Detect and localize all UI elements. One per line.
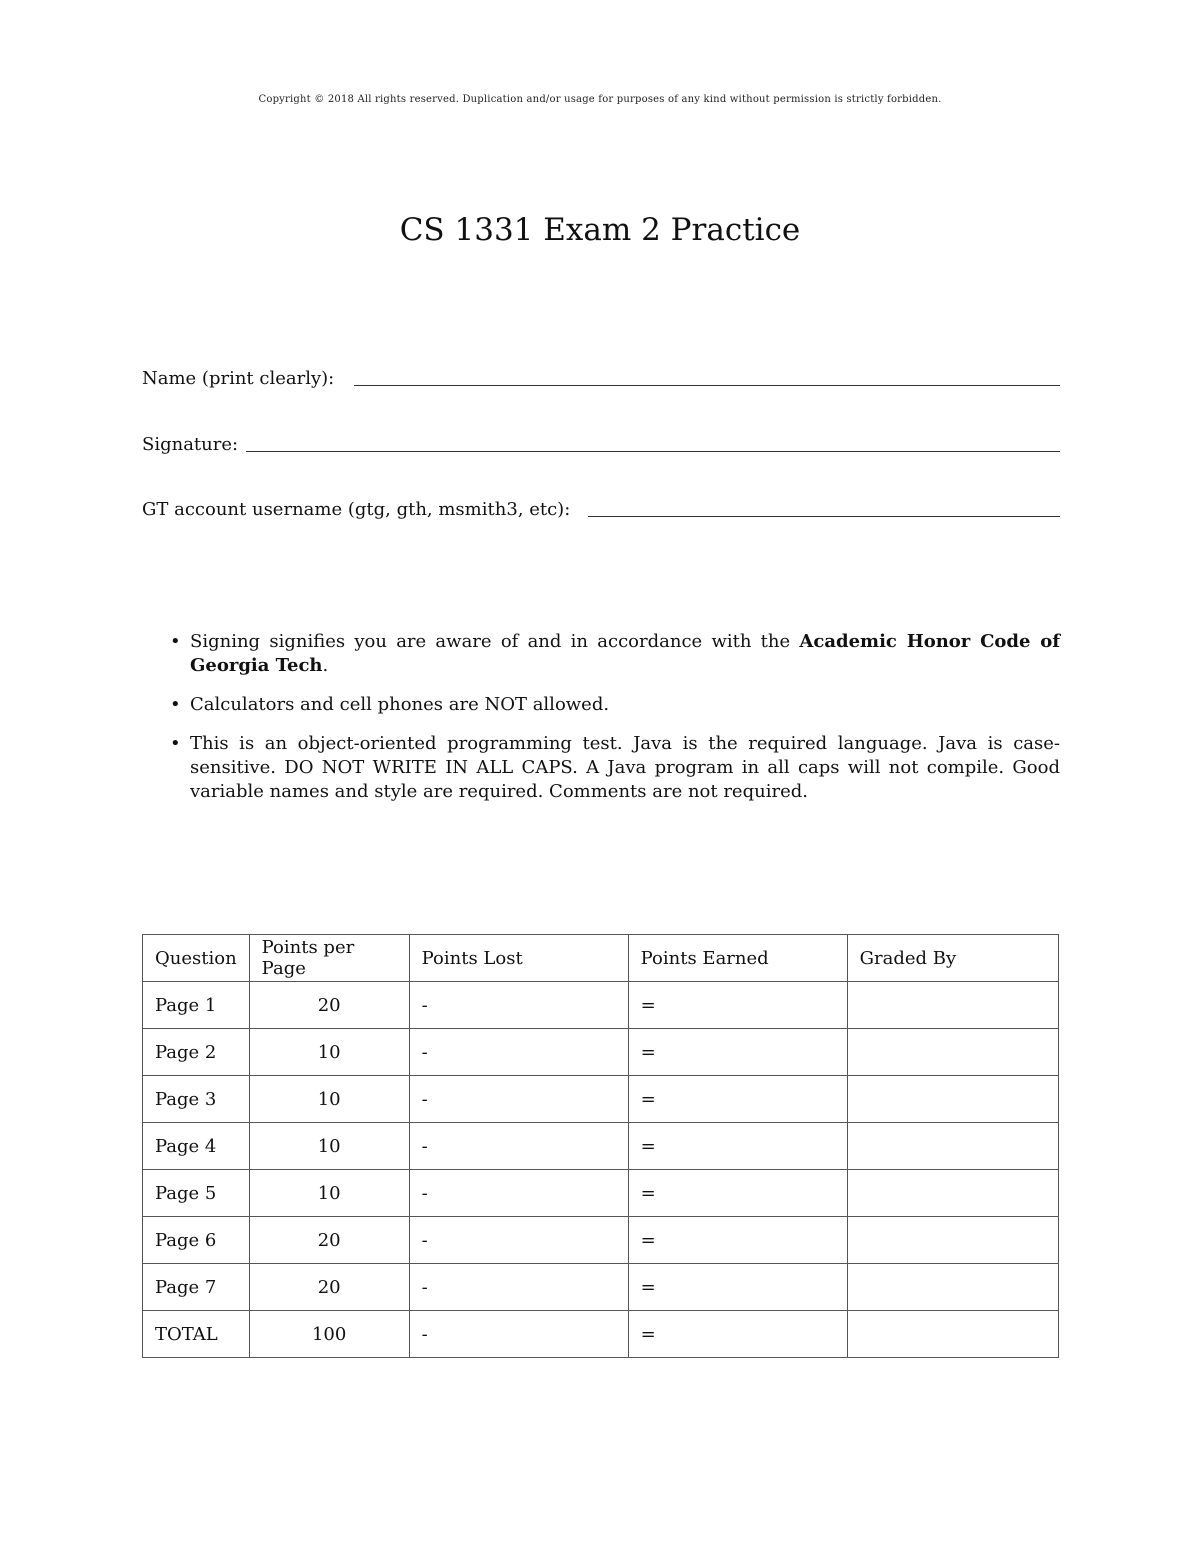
cell-points-earned: = <box>628 1311 847 1358</box>
cell-question: Page 7 <box>143 1264 250 1311</box>
cell-graded-by <box>847 1311 1058 1358</box>
cell-points-lost: - <box>409 1076 628 1123</box>
rule-text: This is an object-oriented programming test. Java is the required language. Java is case-sensitive. DO NOT WRITE IN ALL CAPS. A Java program in all caps will not compile. Good variable names and style are required. Comments are not required. <box>190 733 1060 802</box>
cell-question: TOTAL <box>143 1311 250 1358</box>
username-field-label: GT account username (gtg, gth, msmith3, etc): <box>142 499 571 520</box>
cell-points: 20 <box>249 1264 409 1311</box>
cell-points-lost: - <box>409 1123 628 1170</box>
table-row <box>143 1123 1059 1170</box>
cell-points-earned: = <box>628 1170 847 1217</box>
table-header-row <box>143 935 1059 982</box>
cell-points-lost: - <box>409 1217 628 1264</box>
rule-text: Calculators and cell phones are NOT allowed. <box>190 694 610 715</box>
cell-points: 20 <box>249 982 409 1029</box>
cell-question: Page 1 <box>143 982 250 1029</box>
cell-graded-by <box>847 1076 1058 1123</box>
rule-java <box>170 732 1060 804</box>
cell-points-lost: - <box>409 982 628 1029</box>
signature-input-line[interactable] <box>246 451 1060 452</box>
cell-question: Page 4 <box>143 1123 250 1170</box>
bullet-icon: • <box>170 694 181 715</box>
name-field-label: Name (print clearly): <box>142 368 335 389</box>
cell-points: 100 <box>249 1311 409 1358</box>
rule-honor-code <box>170 630 1060 678</box>
header-points-earned: Points Earned <box>628 935 847 982</box>
cell-points-lost: - <box>409 1311 628 1358</box>
signature-field <box>142 434 1060 456</box>
cell-points: 10 <box>249 1076 409 1123</box>
cell-question: Page 3 <box>143 1076 250 1123</box>
cell-points-earned: = <box>628 982 847 1029</box>
header-points-lost: Points Lost <box>409 935 628 982</box>
cell-points-earned: = <box>628 1076 847 1123</box>
rule-text-end: . <box>322 655 329 676</box>
cell-points-earned: = <box>628 1264 847 1311</box>
table-row <box>143 1264 1059 1311</box>
cell-graded-by <box>847 1217 1058 1264</box>
cell-points-lost: - <box>409 1029 628 1076</box>
cell-points-lost: - <box>409 1264 628 1311</box>
bullet-icon: • <box>170 733 181 754</box>
header-question: Question <box>143 935 250 982</box>
table-row <box>143 1217 1059 1264</box>
signature-field-label: Signature: <box>142 434 239 455</box>
name-input-line[interactable] <box>354 385 1060 386</box>
copyright-notice: Copyright © 2018 All rights reserved. Duplication and/or usage for purposes of any kind without permission is strictly forbidden. <box>258 94 942 105</box>
table-row <box>143 1170 1059 1217</box>
cell-points: 10 <box>249 1170 409 1217</box>
table-row <box>143 982 1059 1029</box>
cell-points: 10 <box>249 1123 409 1170</box>
cell-graded-by <box>847 982 1058 1029</box>
exam-title: CS 1331 Exam 2 Practice <box>399 212 801 248</box>
cell-points-earned: = <box>628 1217 847 1264</box>
cell-graded-by <box>847 1029 1058 1076</box>
cell-points: 20 <box>249 1217 409 1264</box>
honor-code-bold: Academic Honor Code of Georgia Tech <box>190 631 1060 676</box>
name-field <box>142 368 1060 390</box>
username-field <box>142 499 1060 521</box>
rule-calculators <box>170 693 1060 717</box>
cell-question: Page 5 <box>143 1170 250 1217</box>
table-body <box>143 982 1059 1358</box>
table-row-total <box>143 1311 1059 1358</box>
cell-points-earned: = <box>628 1029 847 1076</box>
cell-graded-by <box>847 1170 1058 1217</box>
cell-question: Page 6 <box>143 1217 250 1264</box>
header-points-per-page: Points per Page <box>249 935 409 982</box>
cell-points-lost: - <box>409 1170 628 1217</box>
bullet-icon: • <box>170 631 181 652</box>
cell-question: Page 2 <box>143 1029 250 1076</box>
cell-graded-by <box>847 1123 1058 1170</box>
username-input-line[interactable] <box>588 516 1060 517</box>
cell-points: 10 <box>249 1029 409 1076</box>
table-row <box>143 1076 1059 1123</box>
grading-table <box>142 934 1059 1358</box>
header-graded-by: Graded By <box>847 935 1058 982</box>
cell-graded-by <box>847 1264 1058 1311</box>
rule-text: Signing signifies you are aware of and in accordance with the <box>190 631 800 652</box>
cell-points-earned: = <box>628 1123 847 1170</box>
exam-rules-list <box>170 630 1060 819</box>
table-row <box>143 1029 1059 1076</box>
